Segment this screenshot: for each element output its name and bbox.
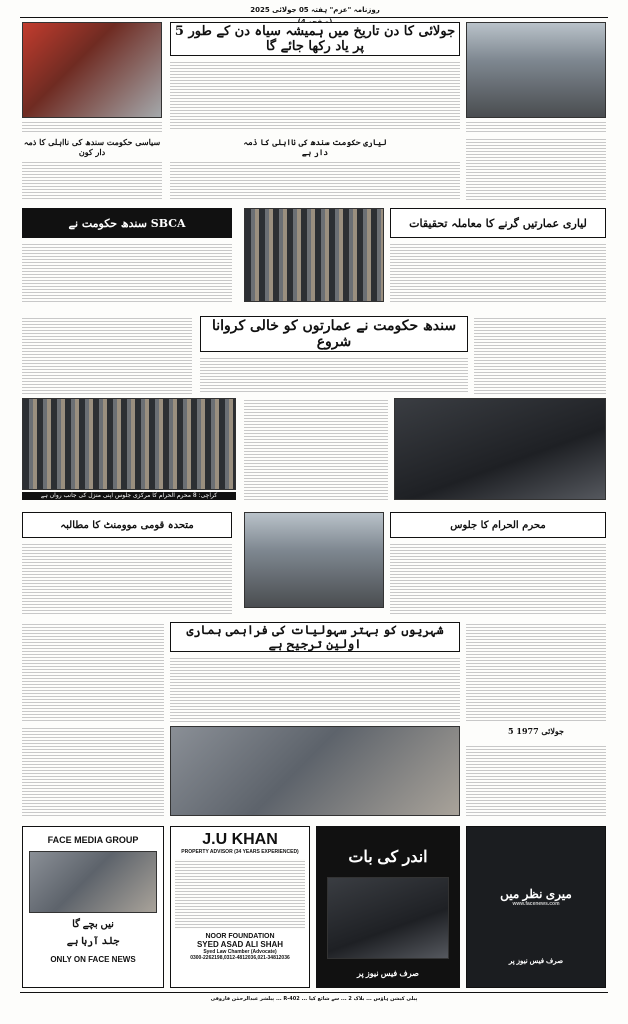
muharram-headline: محرم الحرام کا جلوس	[390, 512, 606, 538]
sanitation-photo	[22, 22, 162, 118]
andar-image	[327, 877, 449, 959]
center-story-text	[170, 160, 460, 200]
meri-title: میری نظر میں	[500, 887, 572, 901]
market-photo	[244, 208, 384, 302]
footer-rule	[20, 992, 608, 993]
facilities-story-text	[170, 656, 460, 722]
masthead-rule	[20, 17, 608, 18]
july-headline: 5 جولائی 1977	[508, 726, 564, 736]
meri-footer: صرف فیس نیوز پر	[508, 958, 564, 965]
footer-imprint: پبلشر عبدالرحمٰن فاروقی ... R-402 ... پبلی کیشن ہاؤس ... بلاک 2 ... سے شائع کیا	[210, 996, 418, 1002]
press-conference-photo	[170, 726, 460, 816]
left-story-text-3	[22, 622, 164, 722]
mqm-headline: متحدہ قومی موومنٹ کا مطالبہ	[22, 512, 232, 538]
right-story-text	[466, 137, 606, 200]
face-media-image	[29, 851, 157, 913]
face-media-brand: FACE MEDIA GROUP	[47, 835, 139, 845]
sindh-story-text	[200, 356, 468, 394]
building-photo	[466, 22, 606, 118]
date-line: روزنامہ "عزم" ہفتہ 05 جولائی 2025	[250, 6, 380, 14]
left-subheadline: سیاسی حکومت سندھ کی نااہلی کا ذمہ دار کون	[23, 137, 161, 157]
sbca-story-text	[22, 242, 232, 302]
left-column-text	[22, 316, 192, 394]
left-story-text-4	[22, 726, 164, 816]
center-subheadline: لیاری حکومت سندھ کی نااہلی کا ذمہ دار ہے	[243, 137, 387, 157]
right-story-text-4	[466, 744, 606, 816]
meri-site: www.facenews.com	[512, 901, 560, 907]
face-media-line2: جلد آرہا ہے	[66, 936, 120, 947]
main-story-text	[170, 60, 460, 130]
ju-khan-name: J.U KHAN	[202, 831, 278, 848]
noor-foundation: NOOR FOUNDATION	[205, 933, 275, 940]
ju-khan-text	[175, 859, 305, 929]
phone-numbers: 0300-2262198,0312-4812036,021-34812036	[190, 955, 290, 961]
lyari-headline: لیاری عمارتیں گرنے کا معاملہ تحقیقات	[390, 208, 606, 238]
building-caption-text	[466, 120, 606, 134]
ju-khan-ad	[170, 826, 310, 988]
mqm-story-text	[22, 542, 232, 616]
face-media-line3: ONLY ON FACE NEWS	[50, 955, 136, 964]
lyari-story-text	[390, 242, 606, 302]
face-media-ad	[22, 826, 164, 988]
right-column-text	[474, 316, 606, 394]
andar-title: اندر کی بات	[348, 849, 428, 866]
sbca-headline: سندھ حکومت نے SBCA	[22, 208, 232, 238]
photo-caption-text	[22, 120, 162, 134]
andar-footer: صرف فیس نیوز پر	[357, 969, 419, 978]
syed-asad: SYED ASAD ALI SHAH	[196, 940, 284, 949]
left-story-text	[22, 160, 162, 200]
procession-caption: کراچی: 8 محرم الحرام کا مرکزی جلوس اپنی منزل کی جانب رواں ہے	[22, 492, 236, 500]
flooded-street-photo	[244, 512, 384, 608]
face-media-line1: نیں بچے گا	[72, 919, 114, 930]
andar-ki-baat-ad	[316, 826, 460, 988]
main-headline: 5 جولائی کا دن تاریخ میں ہمیشہ سیاہ دن کے طور پر یاد رکھا جائے گا	[170, 22, 460, 56]
muharram-story-text	[390, 542, 606, 616]
ju-khan-subtitle: PROPERTY ADVISOR (34 YEARS EXPERIENCED)	[181, 849, 299, 855]
sindh-govt-headline: سندھ حکومت نے عمارتوں کو خالی کروانا شروع	[200, 316, 468, 352]
meri-nazar-ad	[466, 826, 606, 988]
law-chamber: Syed Law Chamber (Advocate)	[203, 949, 277, 955]
procession-photo	[22, 398, 236, 490]
facilities-headline: شہریوں کو بہتر سہولیات کی فراہمی ہماری اولین ترجیح ہے	[170, 622, 460, 652]
security-photo	[394, 398, 606, 500]
center-story-text-2	[244, 398, 388, 500]
right-story-text-3	[466, 622, 606, 722]
